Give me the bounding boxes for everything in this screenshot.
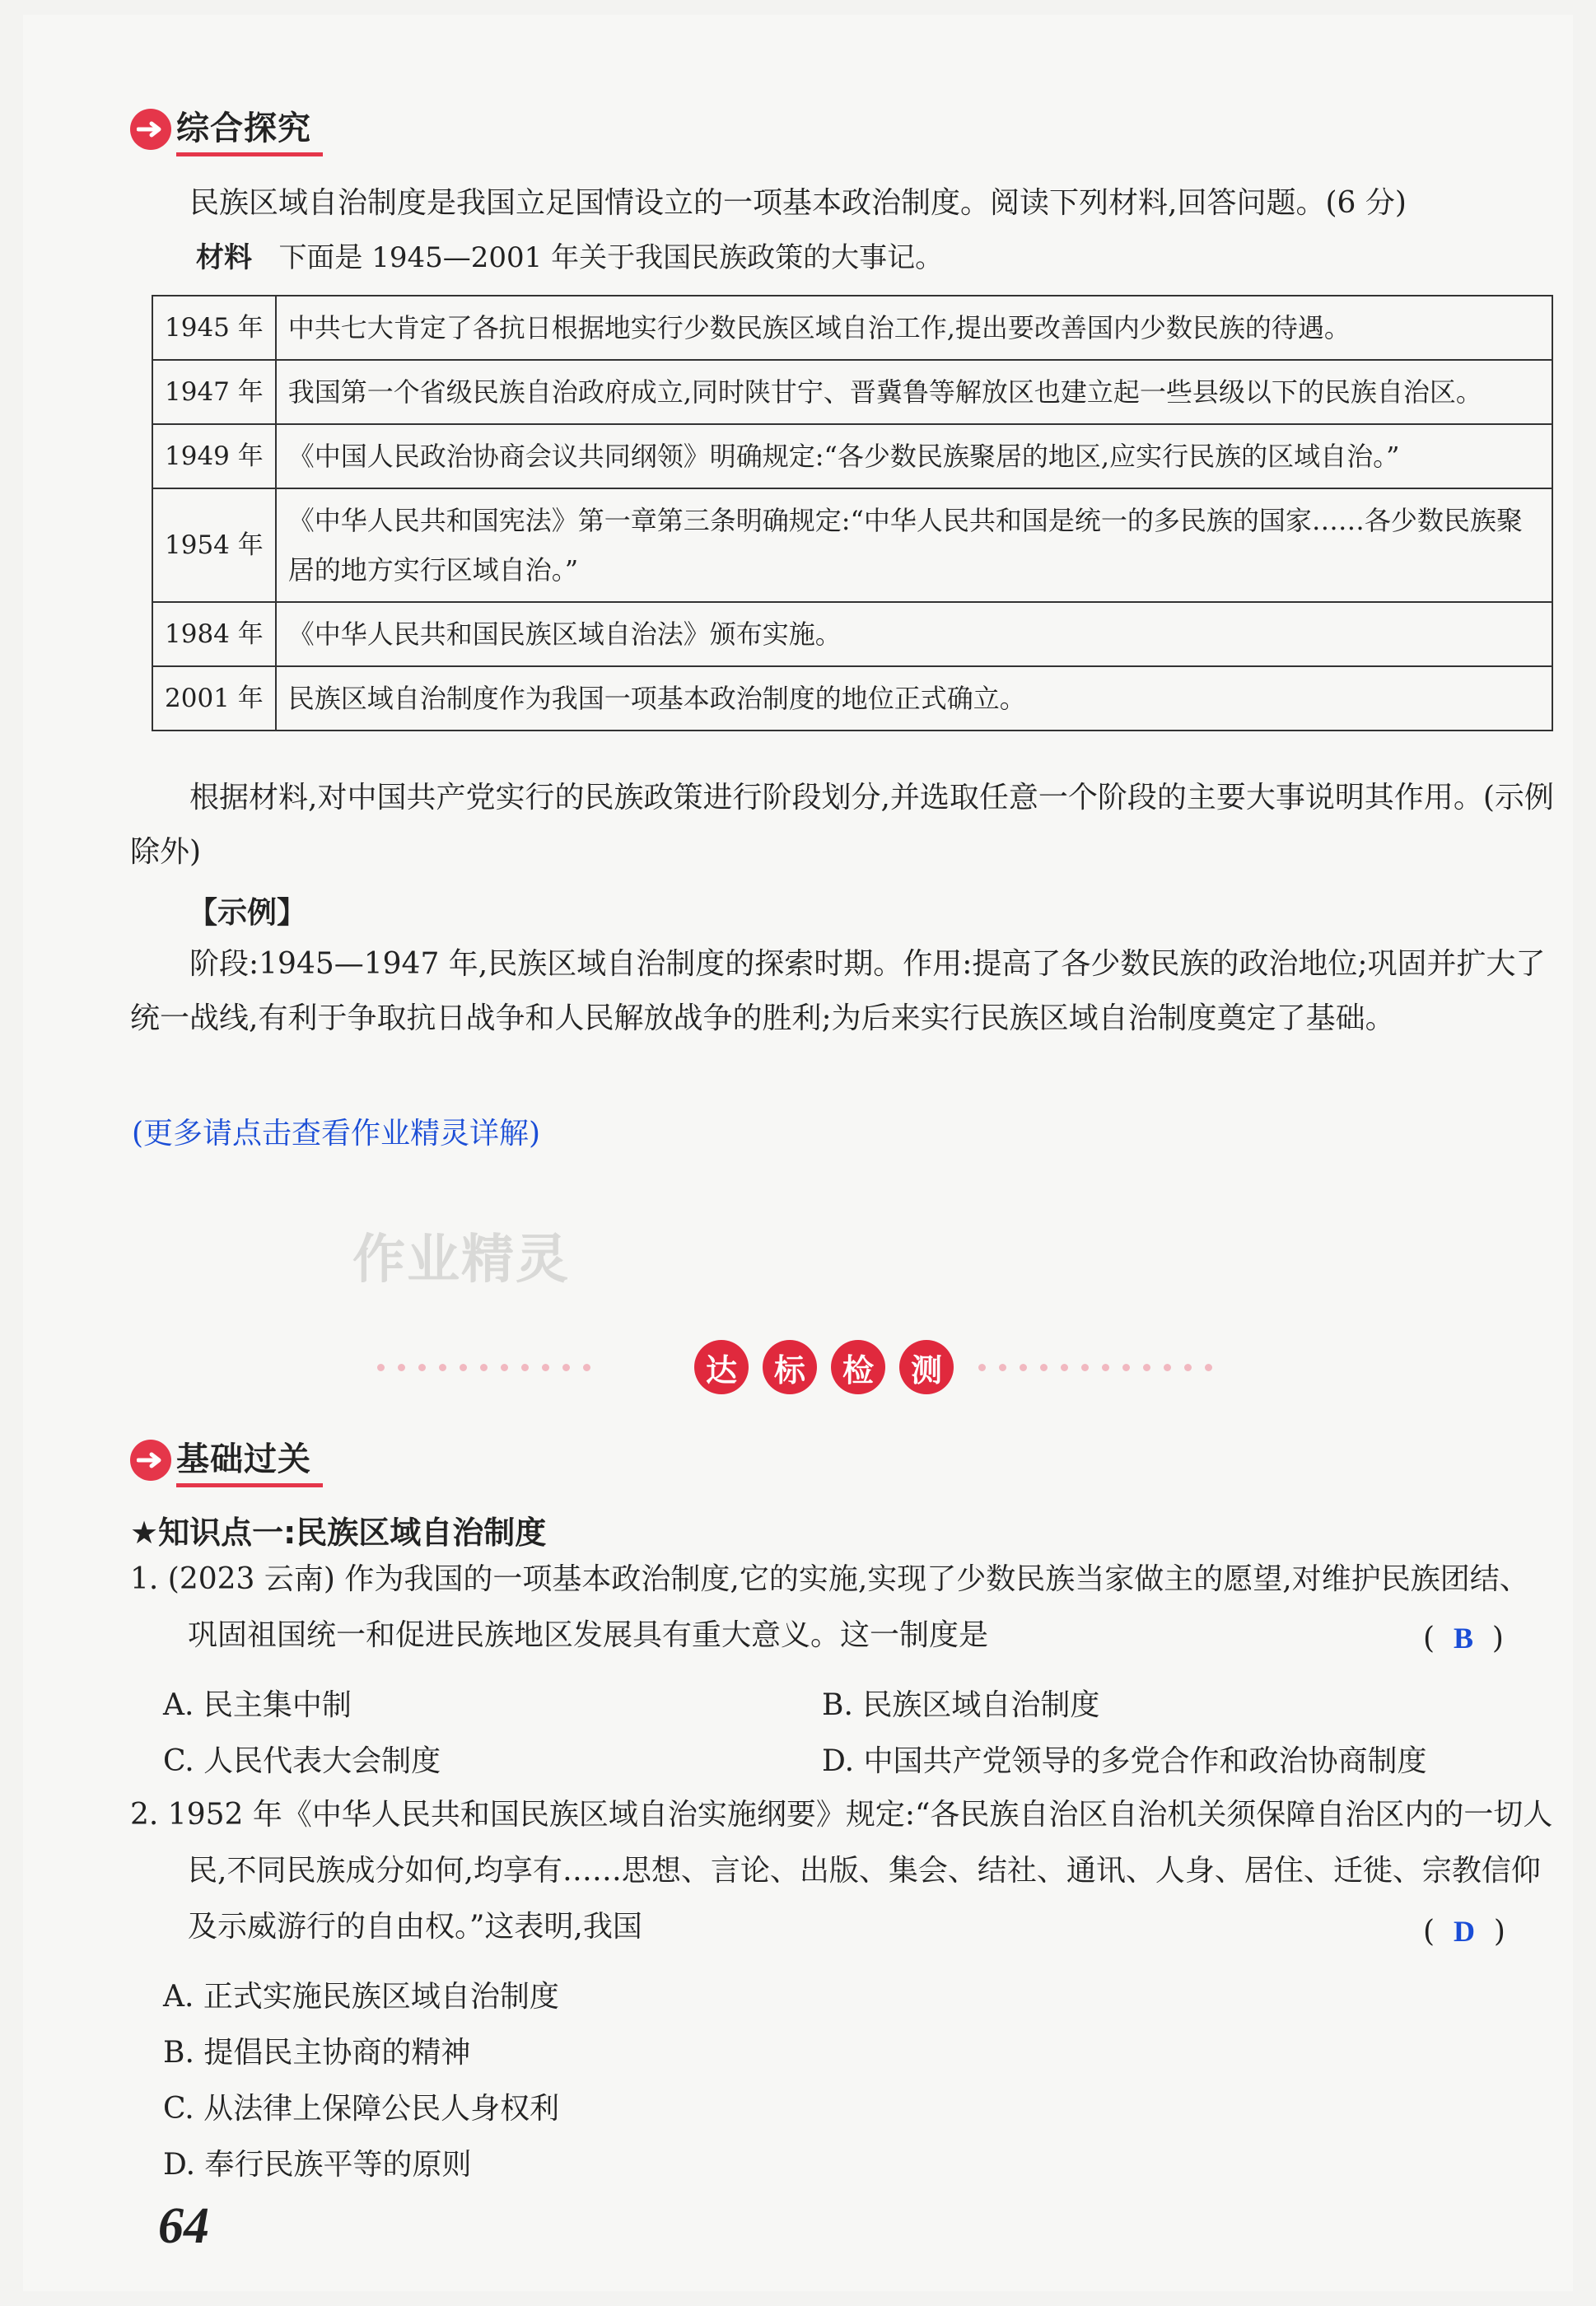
event-text: 民族区域自治制度作为我国一项基本政治制度的地位正式确立。 — [276, 666, 1552, 731]
page-number: 64 — [158, 2198, 209, 2254]
banner-dots-right — [978, 1363, 1212, 1371]
banner-dots-left — [377, 1363, 590, 1371]
option: D. 奉行民族平等的原则 — [163, 2148, 472, 2182]
banner-char: 达 — [694, 1340, 749, 1394]
event-year: 1984 年 — [152, 602, 276, 666]
event-text: 中共七大肯定了各抗日根据地实行少数民族区域自治工作,提出要改善国内少数民族的待遇。 — [276, 296, 1552, 360]
arrow-icon — [130, 1440, 171, 1481]
option: C. 从法律上保障公民人身权利 — [163, 2092, 560, 2126]
section-title: 综合探究 — [176, 102, 323, 156]
question-2-text: 2. 1952 年《中华人民共和国民族区域自治实施纲要》规定:“各民族自治区自治机关须保障自治区内的一切人民,不同民族成分如何,均享有……思想、言论、出版、集会、结社、通讯、人身、居住、迁徙、宗教信仰及示威游行的自由权。”这表明,我国 — [130, 1798, 1553, 1944]
knowledge-point-title: ★知识点一:民族区域自治制度 — [130, 1515, 547, 1551]
event-text: 《中华人民共和国宪法》第一章第三条明确规定:“中华人民共和国是统一的多民族的国家……各少数民族聚居的地方实行区域自治。” — [276, 488, 1552, 602]
option: A. 正式实施民族区域自治制度 — [163, 1980, 559, 2014]
table-row — [152, 424, 1552, 488]
more-details-link[interactable]: (更多请点击查看作业精灵详解) — [132, 1117, 541, 1151]
question-1-text: 1. (2023 云南) 作为我国的一项基本政治制度,它的实施,实现了少数民族当家做主的愿望,对维护民族团结、巩固祖国统一和促进民族地区发展具有重大意义。这一制度是 — [130, 1562, 1529, 1652]
question-2-answer: ( D ) — [1423, 1915, 1505, 1949]
option: B. 提倡民主协商的精神 — [163, 2036, 471, 2070]
section-title: 基础过关 — [176, 1433, 323, 1487]
question-text: 根据材料,对中国共产党实行的民族政策进行阶段划分,并选取任意一个阶段的主要大事说明其作用。(示例除外) — [130, 781, 1554, 869]
option: C. 人民代表大会制度 — [163, 1744, 441, 1778]
option: D. 中国共产党领导的多党合作和政治协商制度 — [822, 1744, 1427, 1778]
watermark: 作业精灵 — [352, 1230, 570, 1291]
example-text: 阶段:1945—1947 年,民族区域自治制度的探索时期。作用:提高了各少数民族的政治地位;巩固并扩大了统一战线,有利于争取抗日战争和人民解放战争的胜利;为后来实行民族区域自治制度奠定了基础。 — [130, 947, 1546, 1035]
section-header-comprehensive — [130, 105, 323, 153]
table-row — [152, 602, 1552, 666]
event-text: 我国第一个省级民族自治政府成立,同时陕甘宁、晋冀鲁等解放区也建立起一些县级以下的民族自治区。 — [276, 360, 1552, 424]
answer-mark: B — [1453, 1622, 1473, 1655]
material-label: 材料 — [196, 241, 252, 274]
option: A. 民主集中制 — [163, 1688, 352, 1722]
event-year: 1947 年 — [152, 360, 276, 424]
event-text: 《中国人民政治协商会议共同纲领》明确规定:“各少数民族聚居的地区,应实行民族的区域自治。” — [276, 424, 1552, 488]
question-1-answer: ( B ) — [1423, 1622, 1504, 1655]
events-table — [152, 295, 1553, 731]
answer-mark: D — [1453, 1915, 1475, 1948]
example-label: 【示例】 — [188, 895, 307, 930]
event-year: 1949 年 — [152, 424, 276, 488]
banner-char: 检 — [831, 1340, 885, 1394]
intro-text: 民族区域自治制度是我国立足国情设立的一项基本政治制度。阅读下列材料,回答问题。(6 分) — [189, 186, 1407, 220]
table-row — [152, 666, 1552, 731]
page — [23, 15, 1573, 2291]
event-year: 1945 年 — [152, 296, 276, 360]
event-text: 《中华人民共和国民族区域自治法》颁布实施。 — [276, 602, 1552, 666]
material-text: 下面是 1945—2001 年关于我国民族政策的大事记。 — [278, 241, 944, 274]
banner-char: 测 — [899, 1340, 954, 1394]
table-row — [152, 488, 1552, 602]
material-line — [196, 231, 1555, 285]
section-header-basics — [130, 1436, 323, 1484]
option: B. 民族区域自治制度 — [822, 1688, 1100, 1722]
event-year: 1954 年 — [152, 488, 276, 602]
table-row — [152, 296, 1552, 360]
arrow-icon — [130, 109, 171, 150]
banner-char: 标 — [763, 1340, 817, 1394]
table-row — [152, 360, 1552, 424]
event-year: 2001 年 — [152, 666, 276, 731]
